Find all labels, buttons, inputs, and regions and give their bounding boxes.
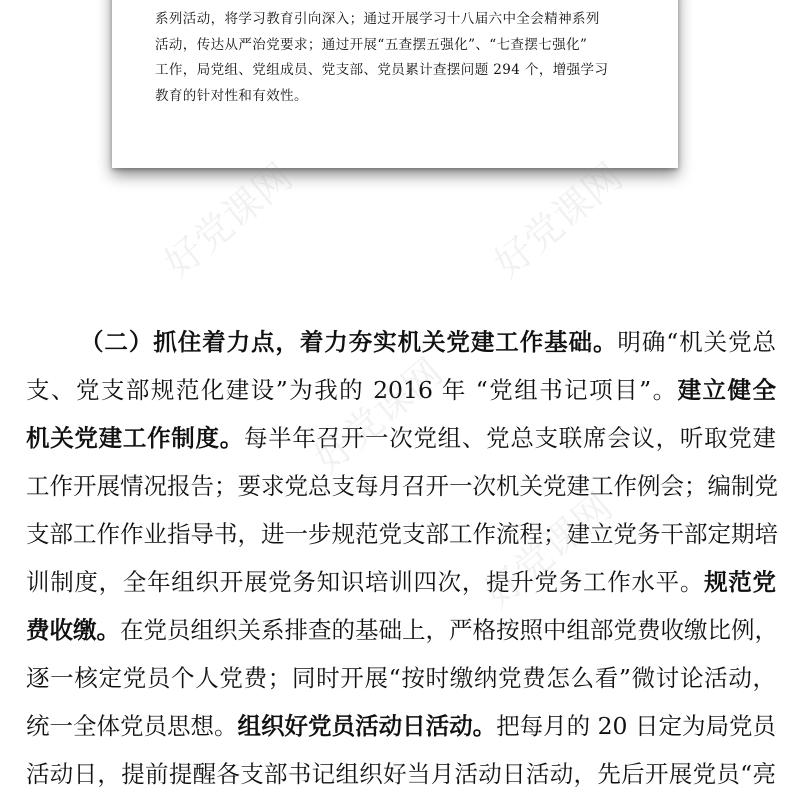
paragraph-line bbox=[26, 462, 776, 510]
bold-heading-run: 建立健全 bbox=[677, 376, 777, 404]
bold-heading-run: 费收缴。 bbox=[26, 616, 120, 644]
card-line: 活动，传达从严治党要求；通过开展“五查摆五强化”、“七查摆七强化” bbox=[155, 36, 588, 53]
text-run: 支部工作作业指导书，进一步规范党支部工作流程；建立党务干部定期培 bbox=[26, 520, 778, 548]
text-run: 把每月的 20 日定为局党员 bbox=[496, 712, 777, 740]
watermark: 好党课网 bbox=[305, 349, 451, 481]
document-body bbox=[26, 318, 776, 798]
text-run: 工作开展情况报告；要求党总支每月召开一次机关党建工作例会；编制党 bbox=[26, 472, 778, 500]
paragraph-line bbox=[26, 654, 776, 702]
bold-heading-run: 组织好党员活动日活动。 bbox=[237, 712, 497, 740]
bold-heading-run: 规范党 bbox=[704, 568, 777, 596]
paragraph-line bbox=[26, 702, 776, 750]
paragraph-line bbox=[26, 750, 776, 798]
text-run: 每半年召开一次党组、党总支联席会议，听取党建 bbox=[243, 424, 777, 452]
paragraph-line bbox=[26, 606, 776, 654]
bold-heading-run: 机关党建工作制度。 bbox=[26, 424, 244, 452]
text-run: 训制度，全年组织开展党务知识培训四次，提升党务工作水平。 bbox=[26, 568, 705, 596]
paragraph-line bbox=[26, 318, 776, 366]
card-line: 系列活动，将学习教育引向深入；通过开展学习十八届六中全会精神系列 bbox=[155, 11, 600, 27]
watermark: 好党课网 bbox=[155, 154, 301, 286]
watermark: 好党课网 bbox=[485, 154, 631, 286]
text-run: 明确“机关党总 bbox=[617, 328, 777, 356]
text-run: 在党员组织关系排查的基础上，严格按照中组部党费收缴比例， bbox=[120, 616, 778, 644]
watermark: 好党课网 bbox=[475, 484, 621, 616]
paragraph-line bbox=[26, 414, 776, 462]
text-run: 逐一核定党员个人党费；同时开展“按时缴纳党费怎么看”微讨论活动， bbox=[26, 664, 776, 692]
paragraph-line bbox=[26, 558, 776, 606]
text-run: 统一全体党员思想。 bbox=[26, 712, 238, 740]
card-line: 教育的针对性和有效性。 bbox=[155, 87, 308, 104]
quoted-text-card bbox=[112, 0, 678, 168]
card-text bbox=[155, 7, 665, 109]
text-run: 支、党支部规范化建设”为我的 2016 年 “党组书记项目”。 bbox=[26, 376, 678, 404]
bold-heading-run: （二）抓住着力点，着力夯实机关党建工作基础。 bbox=[80, 328, 618, 356]
paragraph-line bbox=[26, 510, 776, 558]
card-line: 工作，局党组、党组成员、党支部、党员累计查摆问题 294 个，增强学习 bbox=[155, 62, 609, 78]
paragraph-line bbox=[26, 366, 776, 414]
text-run: 活动日，提前提醒各支部书记组织好当月活动日活动，先后开展党员“亮 bbox=[26, 760, 776, 788]
